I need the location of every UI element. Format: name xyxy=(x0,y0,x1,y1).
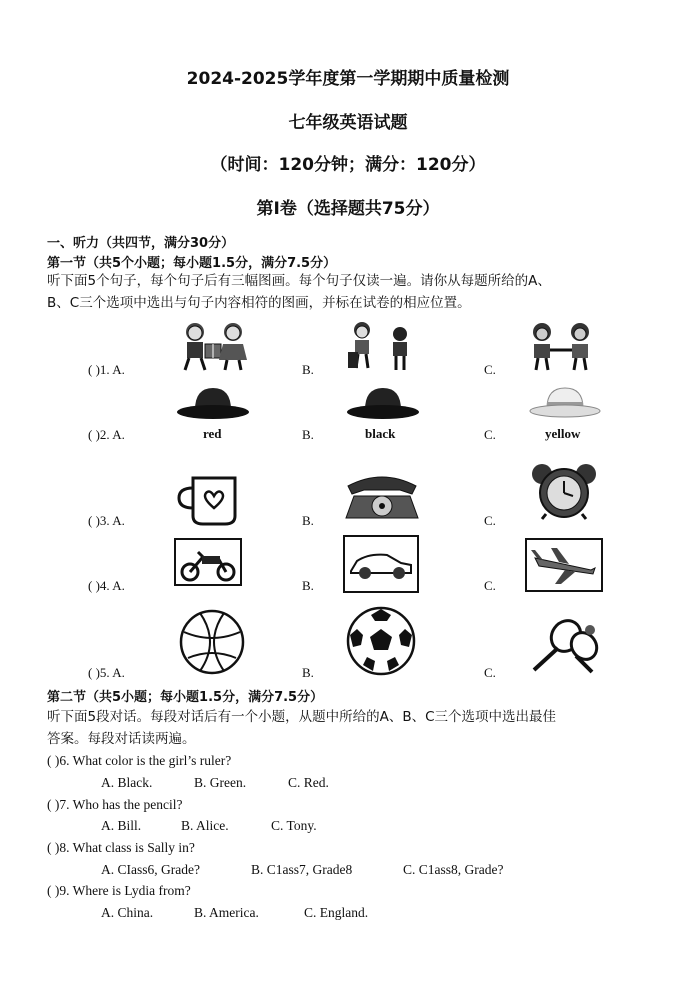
airplane-icon xyxy=(525,538,603,592)
exam-title: 2024-2025学年度第一学期期中质量检测 xyxy=(186,69,510,89)
question-9-option-b: B. America. xyxy=(194,905,259,920)
volume-title: 第Ⅰ卷（选择题共75分） xyxy=(256,199,440,219)
section2-heading: 第二节（共5小题；每小题1.5分，满分7.5分） xyxy=(47,690,324,705)
motorbike-icon xyxy=(174,538,242,586)
question-9-option-a: A. China. xyxy=(101,905,154,920)
question-7-option-c: C. Tony. xyxy=(271,818,317,833)
question-1-option-c: C. xyxy=(484,362,496,377)
white-hat-icon xyxy=(527,384,603,424)
question-5-option-c: C. xyxy=(484,665,496,680)
question-9-option-c: C. England. xyxy=(304,905,369,920)
question-4-number: ( )4. A. xyxy=(88,578,125,593)
hat-label-a: red xyxy=(203,426,222,441)
question-7-option-b: B. Alice. xyxy=(181,818,229,833)
car-icon xyxy=(343,535,419,593)
question-2-option-c: C. xyxy=(484,427,496,442)
black-hat-icon xyxy=(345,384,421,424)
question-4-option-b: B. xyxy=(302,578,314,593)
question-8-option-b: B. C1ass7, Grade8 xyxy=(251,862,353,877)
section1-heading: 第一节（共5个小题；每小题1.5分，满分7.5分） xyxy=(47,256,337,271)
kids-luggage-icon xyxy=(346,320,416,372)
question-7-stem: ( )7. Who has the pencil? xyxy=(47,797,183,812)
section2-instructions-1: 听下面5段对话。每段对话后有一个小题，从题中所给的A、B、C三个选项中选出最佳 xyxy=(47,709,557,725)
part1-heading: 一、听力（共四节，满分30分） xyxy=(47,236,235,251)
question-3-number: ( )3. A. xyxy=(88,513,125,528)
question-5-number: ( )5. A. xyxy=(88,665,125,680)
question-6-option-a: A. Black. xyxy=(101,775,153,790)
question-6-stem: ( )6. What color is the girl’s ruler? xyxy=(47,753,232,768)
telephone-icon xyxy=(342,472,422,522)
kids-gift-icon xyxy=(175,320,253,372)
hat-label-c: yellow xyxy=(545,426,581,441)
question-2-option-b: B. xyxy=(302,427,314,442)
question-1-option-b: B. xyxy=(302,362,314,377)
soccer-ball-icon xyxy=(345,605,417,677)
kids-handshake-icon xyxy=(526,320,596,372)
exam-subject: 七年级英语试题 xyxy=(288,113,408,133)
question-8-stem: ( )8. What class is Sally in? xyxy=(47,840,195,855)
question-8-option-c: C. C1ass8, Grade? xyxy=(403,862,504,877)
basketball-icon xyxy=(178,608,246,676)
question-3-option-c: C. xyxy=(484,513,496,528)
exam-time-info: （时间：120分钟；满分：120分） xyxy=(210,155,486,175)
section2-instructions-2: 答案。每段对话读两遍。 xyxy=(47,731,196,747)
question-5-option-b: B. xyxy=(302,665,314,680)
question-6-option-b: B. Green. xyxy=(194,775,247,790)
question-9-stem: ( )9. Where is Lydia from? xyxy=(47,883,191,898)
section1-instructions-2: B、C三个选项中选出与句子内容相符的图画，并标在试卷的相应位置。 xyxy=(47,295,471,311)
question-4-option-c: C. xyxy=(484,578,496,593)
question-2-number: ( )2. A. xyxy=(88,427,125,442)
alarm-clock-icon xyxy=(528,462,600,520)
question-8-option-a: A. CIass6, Grade? xyxy=(101,862,200,877)
section1-instructions-1: 听下面5个句子，每个句子后有三幅图画。每个句子仅读一遍。请你从每题所给的A、 xyxy=(47,273,551,289)
question-6-option-c: C. Red. xyxy=(288,775,329,790)
question-3-option-b: B. xyxy=(302,513,314,528)
question-1-number: ( )1. A. xyxy=(88,362,125,377)
hat-label-b: black xyxy=(365,426,396,441)
tennis-rackets-icon xyxy=(526,618,602,674)
black-hat-icon xyxy=(175,384,251,424)
question-7-option-a: A. Bill. xyxy=(101,818,142,833)
cup-heart-icon xyxy=(175,472,253,528)
